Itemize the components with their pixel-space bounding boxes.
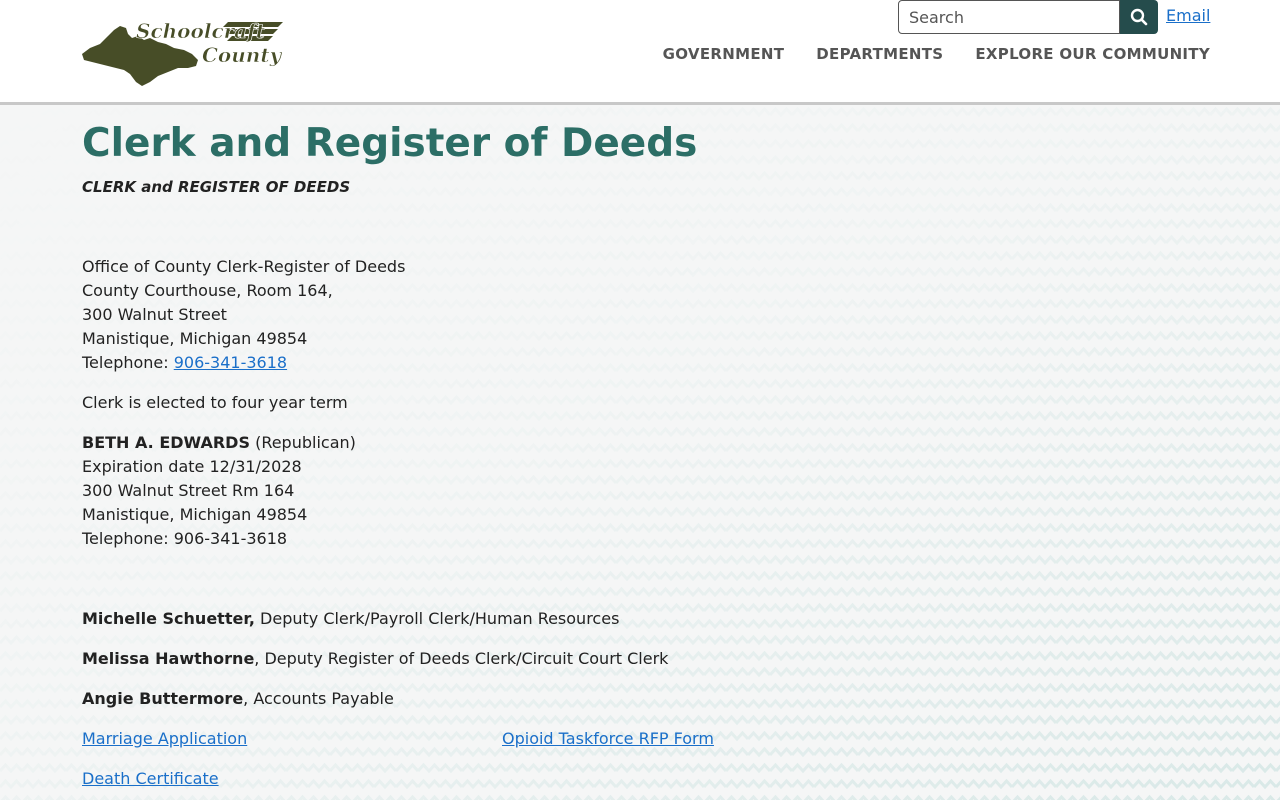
search-button[interactable] — [1120, 0, 1158, 34]
clerk-expiration: Expiration date 12/31/2028 — [82, 457, 302, 476]
main-nav — [663, 45, 1210, 63]
nav-departments[interactable]: DEPARTMENTS — [816, 45, 944, 63]
office-phone-label: Telephone: — [82, 353, 174, 372]
staff-role: Deputy Clerk/Payroll Clerk/Human Resources — [254, 609, 620, 628]
staff-name: Melissa Hawthorne — [82, 649, 255, 668]
logo-text-line2: County — [202, 43, 282, 67]
search-icon — [1130, 8, 1148, 26]
nav-explore-community[interactable]: EXPLORE OUR COMMUNITY — [975, 45, 1210, 63]
staff-item — [82, 647, 668, 671]
clerk-party: (Republican) — [249, 433, 356, 452]
clerk-address: 300 Walnut Street Rm 164 — [82, 481, 295, 500]
term-note: Clerk is elected to four year term — [82, 393, 348, 412]
opioid-taskforce-rfp-link[interactable]: Opioid Taskforce RFP Form — [502, 729, 714, 748]
office-room: County Courthouse, Room 164, — [82, 281, 333, 300]
email-link[interactable]: Email — [1166, 6, 1211, 25]
staff-name: Michelle Schuetter, — [82, 609, 255, 628]
site-header — [0, 0, 1280, 105]
nav-government[interactable]: GOVERNMENT — [662, 45, 785, 63]
logo-text-line1: Schoolcraft — [136, 19, 265, 43]
county-logo[interactable] — [80, 14, 290, 88]
search-bar — [898, 0, 1158, 34]
office-street: 300 Walnut Street — [82, 305, 227, 324]
office-phone-link[interactable]: 906-341-3618 — [173, 353, 288, 372]
page-subtitle: CLERK and REGISTER OF DEEDS — [82, 178, 351, 196]
staff-role: , Deputy Register of Deeds Clerk/Circuit Court Clerk — [254, 649, 669, 668]
staff-role: , Accounts Payable — [243, 689, 394, 708]
office-phone-line — [82, 351, 287, 375]
staff-item — [82, 607, 619, 631]
marriage-application-link[interactable]: Marriage Application — [82, 729, 248, 748]
staff-name: Angie Buttermore — [82, 689, 244, 708]
clerk-name-line — [82, 431, 356, 455]
clerk-phone: Telephone: 906-341-3618 — [82, 529, 288, 548]
clerk-name: BETH A. EDWARDS — [82, 433, 250, 452]
death-certificate-link[interactable]: Death Certificate — [82, 769, 219, 788]
search-input[interactable] — [898, 0, 1120, 34]
office-city: Manistique, Michigan 49854 — [82, 329, 308, 348]
clerk-city: Manistique, Michigan 49854 — [82, 505, 308, 524]
staff-item — [82, 687, 394, 711]
office-name: Office of County Clerk-Register of Deeds — [82, 257, 406, 276]
upper-peninsula-logo-icon — [80, 14, 290, 88]
page-title: Clerk and Register of Deeds — [82, 121, 698, 166]
